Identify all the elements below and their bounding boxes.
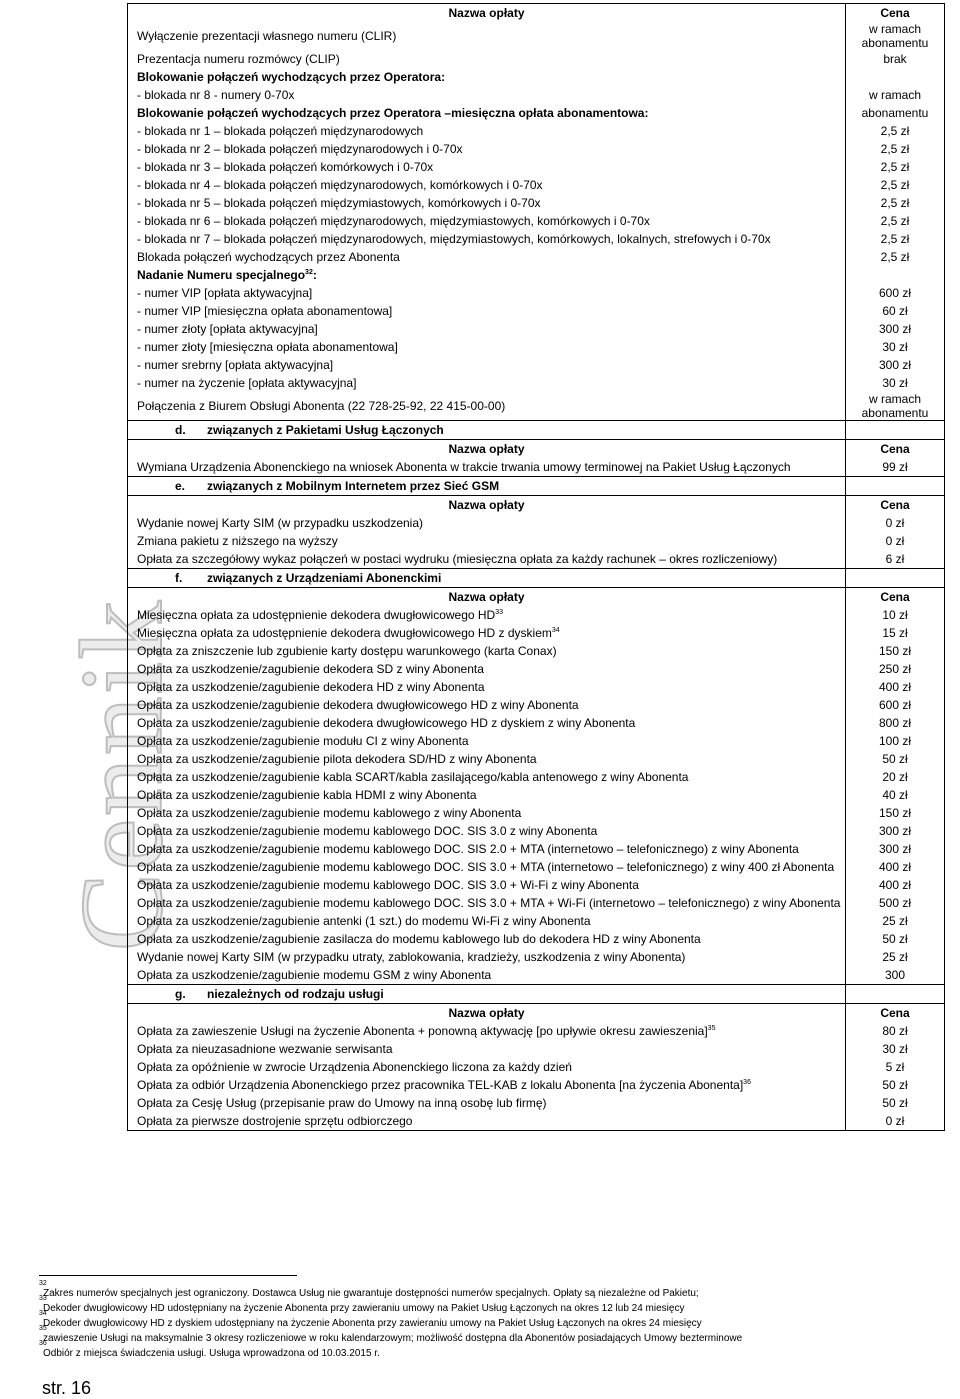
table-header-row xyxy=(128,1004,945,1023)
fee-name xyxy=(128,122,846,140)
fee-name-text: Opłata za uszkodzenie/zagubienie zasilacza do modemu kablowego lub do dekodera HD z winy Abonenta xyxy=(137,932,701,946)
fee-price: 400 zł xyxy=(846,678,945,696)
fee-name-text: Opłata za uszkodzenie/zagubienie kabla SCART/kabla zasilającego/kabla antenowego z winy Abonenta xyxy=(137,770,689,784)
table-row xyxy=(128,158,945,176)
fee-price: 300 zł xyxy=(846,356,945,374)
fee-price: 25 zł xyxy=(846,948,945,966)
footnote-ref: 35 xyxy=(707,1025,716,1032)
fee-name xyxy=(128,1112,846,1131)
fee-name xyxy=(128,1022,846,1040)
fee-name xyxy=(128,1094,846,1112)
fee-name-text: Opłata za szczegółowy wykaz połączeń w postaci wydruku (miesięczna opłata za każdy rachunek – okres rozliczeniowy) xyxy=(137,552,778,566)
fee-price: 30 zł xyxy=(846,338,945,356)
table-row xyxy=(128,1076,945,1094)
fee-price: 0 zł xyxy=(846,532,945,550)
fee-name-text: - blokada nr 3 – blokada połączeń komórkowych i 0-70x xyxy=(137,160,434,174)
fee-name xyxy=(128,284,846,302)
table-header-row xyxy=(128,588,945,607)
fee-name xyxy=(128,50,846,68)
fee-price: 50 zł xyxy=(846,1076,945,1094)
footnote: 32 Zakres numerów specjalnych jest ograniczony. Dostawca Usług nie gwarantuje dostępności numerów specjalnych. Opłaty są niezależne od Pakietu; xyxy=(39,1280,699,1299)
fee-price: 100 zł xyxy=(846,732,945,750)
table-row xyxy=(128,894,945,912)
footnote-divider xyxy=(39,1275,297,1276)
fee-name-text: Prezentacja numeru rozmówcy (CLIP) xyxy=(137,52,340,66)
fee-name-text: Opłata za uszkodzenie/zagubienie modułu CI z winy Abonenta xyxy=(137,734,469,748)
fee-price: w ramach xyxy=(846,86,945,104)
fee-name xyxy=(128,1076,846,1094)
fee-name-text: - blokada nr 8 - numery 0-70x xyxy=(137,88,295,102)
fee-name xyxy=(128,948,846,966)
fee-name-text: Opłata za uszkodzenie/zagubienie pilota dekodera SD/HD z winy Abonenta xyxy=(137,752,537,766)
table-row xyxy=(128,966,945,985)
footnote-text: Dekoder dwugłowicowy HD z dyskiem udostępniany na życzenie Abonenta przy zawieraniu umowy na Pakiet Usług Łączonych na okres 24 miesięcy xyxy=(43,1318,702,1329)
footnote-text: Odbiór z miejsca świadczenia usługi. Usługa wprowadzona od 10.03.2015 r. xyxy=(43,1348,380,1359)
fee-price: 2,5 zł xyxy=(846,122,945,140)
fee-name xyxy=(128,768,846,786)
fee-price: 300 zł xyxy=(846,840,945,858)
fee-name xyxy=(128,550,846,569)
fee-price: 40 zł xyxy=(846,786,945,804)
section-title xyxy=(128,985,846,1004)
section-name: związanych z Mobilnym Internetem przez Sieć GSM xyxy=(207,479,500,493)
fee-name-text: Blokowanie połączeń wychodzących przez Operatora: xyxy=(137,70,446,84)
fee-name xyxy=(128,158,846,176)
table-row xyxy=(128,320,945,338)
table-row xyxy=(128,122,945,140)
header-name: Nazwa opłaty xyxy=(128,496,846,515)
table-row xyxy=(128,1112,945,1131)
table-row xyxy=(128,266,945,284)
fee-price: 30 zł xyxy=(846,1040,945,1058)
fee-price: 300 xyxy=(846,966,945,985)
fee-name xyxy=(128,514,846,532)
fee-price xyxy=(846,68,945,86)
fee-name-text: Opłata za pierwsze dostrojenie sprzętu odbiorczego xyxy=(137,1114,413,1128)
table-row xyxy=(128,714,945,732)
table-row xyxy=(128,1022,945,1040)
fee-name xyxy=(128,822,846,840)
fee-name-text: Opłata za zawieszenie Usługi na życzenie Abonenta + ponowną aktywację [po upływie okresu zawieszenia] xyxy=(137,1024,708,1038)
fee-price: 6 zł xyxy=(846,550,945,569)
fee-name xyxy=(128,248,846,266)
fee-name-text: - blokada nr 6 – blokada połączeń międzynarodowych, międzymiastowych, komórkowych i 0-70x xyxy=(137,214,650,228)
table-row xyxy=(128,804,945,822)
fee-price: 60 zł xyxy=(846,302,945,320)
fee-name-text: Blokada połączeń wychodzących przez Abonenta xyxy=(137,250,400,264)
fee-name xyxy=(128,858,846,876)
fee-price: 600 zł xyxy=(846,284,945,302)
fee-name xyxy=(128,356,846,374)
section-letter: f. xyxy=(175,571,183,585)
section-title xyxy=(128,477,846,496)
fee-price: 800 zł xyxy=(846,714,945,732)
table-row xyxy=(128,660,945,678)
table-row xyxy=(128,532,945,550)
fee-name xyxy=(128,804,846,822)
table-row xyxy=(128,86,945,104)
fee-name-text: Opłata za uszkodzenie/zagubienie modemu GSM z winy Abonenta xyxy=(137,968,492,982)
footnote-ref: 33 xyxy=(495,609,504,616)
fee-name-text: - blokada nr 4 – blokada połączeń międzynarodowych, komórkowych i 0-70x xyxy=(137,178,543,192)
header-price: Cena xyxy=(846,1004,945,1023)
fee-price: 99 zł xyxy=(846,458,945,477)
fee-price: 10 zł xyxy=(846,606,945,624)
header-name: Nazwa opłaty xyxy=(128,4,846,23)
fee-name xyxy=(128,966,846,985)
fee-name-text: Nadanie Numeru specjalnego xyxy=(137,268,306,282)
section-title xyxy=(128,569,846,588)
fee-name-text: Miesięczna opłata za udostępnienie dekodera dwugłowicowego HD xyxy=(137,608,496,622)
section-name: związanych z Urządzeniami Abonenckimi xyxy=(207,571,442,585)
table-row xyxy=(128,858,945,876)
table-row xyxy=(128,176,945,194)
fee-price: 2,5 zł xyxy=(846,158,945,176)
fee-price: w ramach abonamentu xyxy=(846,22,945,50)
fee-price: 2,5 zł xyxy=(846,212,945,230)
fee-name-text: Opłata za zniszczenie lub zgubienie karty dostępu warunkowego (karta Conax) xyxy=(137,644,557,658)
fee-name-text: - numer srebrny [opłata aktywacyjna] xyxy=(137,358,334,372)
fee-name-text: - numer VIP [miesięczna opłata abonamentowa] xyxy=(137,304,393,318)
table-row xyxy=(128,392,945,421)
fee-price: 2,5 zł xyxy=(846,176,945,194)
table-header-row xyxy=(128,496,945,515)
header-price: Cena xyxy=(846,588,945,607)
fee-price xyxy=(846,266,945,284)
fee-name-text: Wyłączenie prezentacji własnego numeru (CLIR) xyxy=(137,29,397,43)
table-row xyxy=(128,1058,945,1076)
fee-price: 25 zł xyxy=(846,912,945,930)
fee-price: brak xyxy=(846,50,945,68)
fee-price: 2,5 zł xyxy=(846,140,945,158)
table-row xyxy=(128,876,945,894)
table-row xyxy=(128,356,945,374)
fee-name-suffix: : xyxy=(312,268,317,282)
fee-price: 400 zł xyxy=(846,858,945,876)
fee-name xyxy=(128,302,846,320)
fee-name xyxy=(128,458,846,477)
header-name: Nazwa opłaty xyxy=(128,1004,846,1023)
table-row xyxy=(128,550,945,569)
section-row-g xyxy=(128,985,945,1004)
fee-name xyxy=(128,696,846,714)
fee-name-text: Zmiana pakietu z niższego na wyższy xyxy=(137,534,338,548)
fee-name xyxy=(128,876,846,894)
fee-name-text: - blokada nr 1 – blokada połączeń międzynarodowych xyxy=(137,124,424,138)
footnote: 34 Dekoder dwugłowicowy HD z dyskiem udostępniany na życzenie Abonenta przy zawieraniu umowy na Pakiet Usług Łączonych na okres 24 miesięcy xyxy=(39,1310,702,1329)
header-price: Cena xyxy=(846,440,945,459)
table-row xyxy=(128,22,945,50)
fee-price: 250 zł xyxy=(846,660,945,678)
table-row xyxy=(128,678,945,696)
header-name: Nazwa opłaty xyxy=(128,588,846,607)
section-price-cell xyxy=(846,421,945,440)
fee-name-text: - blokada nr 5 – blokada połączeń międzymiastowych, komórkowych i 0-70x xyxy=(137,196,541,210)
table-row xyxy=(128,732,945,750)
footnote-ref: 36 xyxy=(743,1079,751,1086)
fee-name xyxy=(128,176,846,194)
fee-name xyxy=(128,786,846,804)
fee-name-text: Miesięczna opłata za udostępnienie dekodera dwugłowicowego HD z dyskiem xyxy=(137,626,552,640)
fee-price: 150 zł xyxy=(846,804,945,822)
footnote-ref: 32 xyxy=(305,269,313,276)
table-row xyxy=(128,194,945,212)
section-row-d xyxy=(128,421,945,440)
footnote: 36 Odbiór z miejsca świadczenia usługi. Usługa wprowadzona od 10.03.2015 r. xyxy=(39,1340,380,1359)
section-price-cell xyxy=(846,477,945,496)
fee-name xyxy=(128,22,846,50)
table-row xyxy=(128,624,945,642)
section-letter: g. xyxy=(175,987,186,1001)
fee-name xyxy=(128,606,846,624)
fee-name xyxy=(128,1058,846,1076)
section-letter: e. xyxy=(175,479,186,493)
fee-name-text: Wydanie nowej Karty SIM (w przypadku utraty, zablokowania, kradzieży, uszkodzenia z winy Abonenta) xyxy=(137,950,686,964)
fee-price: 400 zł xyxy=(846,876,945,894)
table-row xyxy=(128,822,945,840)
table-row xyxy=(128,750,945,768)
header-name: Nazwa opłaty xyxy=(128,440,846,459)
section-title xyxy=(128,421,846,440)
table-row xyxy=(128,948,945,966)
section-name: niezależnych od rodzaju usługi xyxy=(207,987,384,1001)
footnote-ref: 34 xyxy=(551,627,560,634)
fee-name-text: Wydanie nowej Karty SIM (w przypadku uszkodzenia) xyxy=(137,516,424,530)
fee-name xyxy=(128,624,846,642)
fee-name-text: Opłata za uszkodzenie/zagubienie dekodera dwugłowicowego HD z winy Abonenta xyxy=(137,698,579,712)
fee-name xyxy=(128,212,846,230)
fee-name xyxy=(128,732,846,750)
fee-price: 50 zł xyxy=(846,1094,945,1112)
footnote-text: zawieszenie Usługi na maksymalnie 3 okresy rozliczeniowe w roku kalendarzowym; możliwość dostępna dla Abonentów posiadających Umowy bezterminowe xyxy=(43,1333,743,1344)
fee-price: 50 zł xyxy=(846,930,945,948)
table-row xyxy=(128,768,945,786)
fee-price: w ramach abonamentu xyxy=(846,392,945,421)
fee-price: abonamentu xyxy=(846,104,945,122)
table-row xyxy=(128,338,945,356)
section-name: związanych z Pakietami Usług Łączonych xyxy=(207,423,444,437)
fee-name-text: Opłata za uszkodzenie/zagubienie dekodera SD z winy Abonenta xyxy=(137,662,484,676)
table-row xyxy=(128,68,945,86)
table-row xyxy=(128,912,945,930)
table-row xyxy=(128,930,945,948)
table-header-row xyxy=(128,4,945,23)
fee-name-text: Opłata za uszkodzenie/zagubienie dekodera dwugłowicowego HD z dyskiem z winy Abonenta xyxy=(137,716,636,730)
fee-price: 2,5 zł xyxy=(846,194,945,212)
page-number: str. 16 xyxy=(42,1378,92,1398)
fee-name-text: Opłata za opóźnienie w zwrocie Urządzenia Abonenckiego liczona za każdy dzień xyxy=(137,1060,572,1074)
fee-name-text: Opłata za uszkodzenie/zagubienie dekodera HD z winy Abonenta xyxy=(137,680,485,694)
table-row xyxy=(128,696,945,714)
table-header-row xyxy=(128,440,945,459)
fee-name xyxy=(128,1040,846,1058)
fee-name xyxy=(128,68,846,86)
fee-price: 5 zł xyxy=(846,1058,945,1076)
table-row xyxy=(128,458,945,477)
fee-name-text: Opłata za uszkodzenie/zagubienie kabla HDMI z winy Abonenta xyxy=(137,788,477,802)
fee-name xyxy=(128,140,846,158)
fee-name-text: Opłata za uszkodzenie/zagubienie modemu kablowego z winy Abonenta xyxy=(137,806,522,820)
fee-name-text: Blokowanie połączeń wychodzących przez Operatora –miesięczna opłata abonamentowa: xyxy=(137,106,649,120)
fee-name-text: - numer na życzenie [opłata aktywacyjna] xyxy=(137,376,357,390)
fee-name-text: Połączenia z Biurem Obsługi Abonenta (22 728-25-92, 22 415-00-00) xyxy=(137,399,506,413)
section-row-e xyxy=(128,477,945,496)
footnote: 33 Dekoder dwugłowicowy HD udostępniany na życzenie Abonenta przy zawieraniu umowy na Pakiet Usług Łączonych na okres 12 lub 24 miesięcy xyxy=(39,1295,685,1314)
section-price-cell xyxy=(846,569,945,588)
fee-name-text: - numer złoty [miesięczna opłata abonamentowa] xyxy=(137,340,398,354)
footnote: 35 zawieszenie Usługi na maksymalnie 3 okresy rozliczeniowe w roku kalendarzowym; możliwość dostępna dla Abonentów posiadających Umowy bezterminowe xyxy=(39,1325,743,1344)
table-row xyxy=(128,786,945,804)
fee-name xyxy=(128,840,846,858)
table-row xyxy=(128,302,945,320)
fee-name-text: Opłata za uszkodzenie/zagubienie modemu kablowego DOC. SIS 3.0 + Wi-Fi z winy Abonenta xyxy=(137,878,639,892)
section-row-f xyxy=(128,569,945,588)
fee-name xyxy=(128,678,846,696)
table-row xyxy=(128,104,945,122)
section-letter: d. xyxy=(175,423,186,437)
table-row xyxy=(128,1094,945,1112)
footnote-text: Dekoder dwugłowicowy HD udostępniany na życzenie Abonenta przy zawieraniu umowy na Pakiet Usług Łączonych na okres 12 lub 24 miesięcy xyxy=(43,1303,685,1314)
fee-name-text: Opłata za uszkodzenie/zagubienie modemu kablowego DOC. SIS 3.0 + MTA (internetowo – telefonicznego) z winy 400 zł Abonenta xyxy=(137,860,835,874)
fee-price: 50 zł xyxy=(846,750,945,768)
header-price: Cena xyxy=(846,4,945,23)
fee-name xyxy=(128,104,846,122)
fee-name-text: Opłata za uszkodzenie/zagubienie modemu kablowego DOC. SIS 3.0 + MTA + Wi-Fi (internetowo – telefonicznego) z winy Abonenta xyxy=(137,896,841,910)
fee-price: 150 zł xyxy=(846,642,945,660)
table-row xyxy=(128,514,945,532)
fee-name xyxy=(128,642,846,660)
fee-name-text: - blokada nr 2 – blokada połączeń międzynarodowych i 0-70x xyxy=(137,142,463,156)
footnote-text: Zakres numerów specjalnych jest ograniczony. Dostawca Usług nie gwarantuje dostępności numerów specjalnych. Opłaty są niezależne od Pakietu; xyxy=(43,1288,699,1299)
fee-name xyxy=(128,374,846,392)
fee-price: 300 zł xyxy=(846,822,945,840)
watermark: Cennik xyxy=(56,598,187,952)
fee-name-text: - numer złoty [opłata aktywacyjna] xyxy=(137,322,318,336)
fee-price: 2,5 zł xyxy=(846,230,945,248)
fee-name-text: Wymiana Urządzenia Abonenckiego na wniosek Abonenta w trakcie trwania umowy terminowej na Pakiet Usług Łączonych xyxy=(137,460,791,474)
fee-name xyxy=(128,266,846,284)
fee-name xyxy=(128,338,846,356)
fee-name-text: - blokada nr 7 – blokada połączeń międzynarodowych, międzymiastowych, komórkowych, lokalnych, strefowych i 0-70x xyxy=(137,232,771,246)
fee-name-text: Opłata za odbiór Urządzenia Abonenckiego przez pracownika TEL-KAB z lokalu Abonenta [na życzenia Abonenta] xyxy=(137,1078,744,1092)
table-row xyxy=(128,840,945,858)
fee-name-text: Opłata za Cesję Usług (przepisanie praw do Umowy na inną osobę lub firmę) xyxy=(137,1096,547,1110)
fee-name xyxy=(128,930,846,948)
table-row xyxy=(128,230,945,248)
table-row xyxy=(128,642,945,660)
fee-price: 500 zł xyxy=(846,894,945,912)
fee-name xyxy=(128,912,846,930)
header-price: Cena xyxy=(846,496,945,515)
table-row xyxy=(128,606,945,624)
table-row xyxy=(128,248,945,266)
fee-price: 600 zł xyxy=(846,696,945,714)
fee-name xyxy=(128,194,846,212)
table-row xyxy=(128,1040,945,1058)
fee-name xyxy=(128,714,846,732)
fee-price: 30 zł xyxy=(846,374,945,392)
fee-price: 15 zł xyxy=(846,624,945,642)
fee-name-text: - numer VIP [opłata aktywacyjna] xyxy=(137,286,313,300)
table-row xyxy=(128,140,945,158)
table-row xyxy=(128,50,945,68)
fee-price: 0 zł xyxy=(846,514,945,532)
fee-name-text: Opłata za uszkodzenie/zagubienie modemu kablowego DOC. SIS 3.0 z winy Abonenta xyxy=(137,824,598,838)
fee-name xyxy=(128,532,846,550)
price-table xyxy=(127,3,945,1131)
table-row xyxy=(128,212,945,230)
fee-name xyxy=(128,230,846,248)
fee-name xyxy=(128,750,846,768)
fee-name xyxy=(128,392,846,421)
fee-name xyxy=(128,86,846,104)
fee-price: 0 zł xyxy=(846,1112,945,1131)
fee-name-text: Opłata za nieuzasadnione wezwanie serwisanta xyxy=(137,1042,393,1056)
fee-name xyxy=(128,894,846,912)
fee-name-text: Opłata za uszkodzenie/zagubienie antenki (1 szt.) do modemu Wi-Fi z winy Abonenta xyxy=(137,914,591,928)
table-row xyxy=(128,284,945,302)
fee-name xyxy=(128,320,846,338)
table-row xyxy=(128,374,945,392)
fee-price: 20 zł xyxy=(846,768,945,786)
fee-price: 2,5 zł xyxy=(846,248,945,266)
fee-name-text: Opłata za uszkodzenie/zagubienie modemu kablowego DOC. SIS 2.0 + MTA (internetowo – telefonicznego) z winy Abonenta xyxy=(137,842,799,856)
fee-price: 300 zł xyxy=(846,320,945,338)
section-price-cell xyxy=(846,985,945,1004)
fee-price: 80 zł xyxy=(846,1022,945,1040)
fee-name xyxy=(128,660,846,678)
